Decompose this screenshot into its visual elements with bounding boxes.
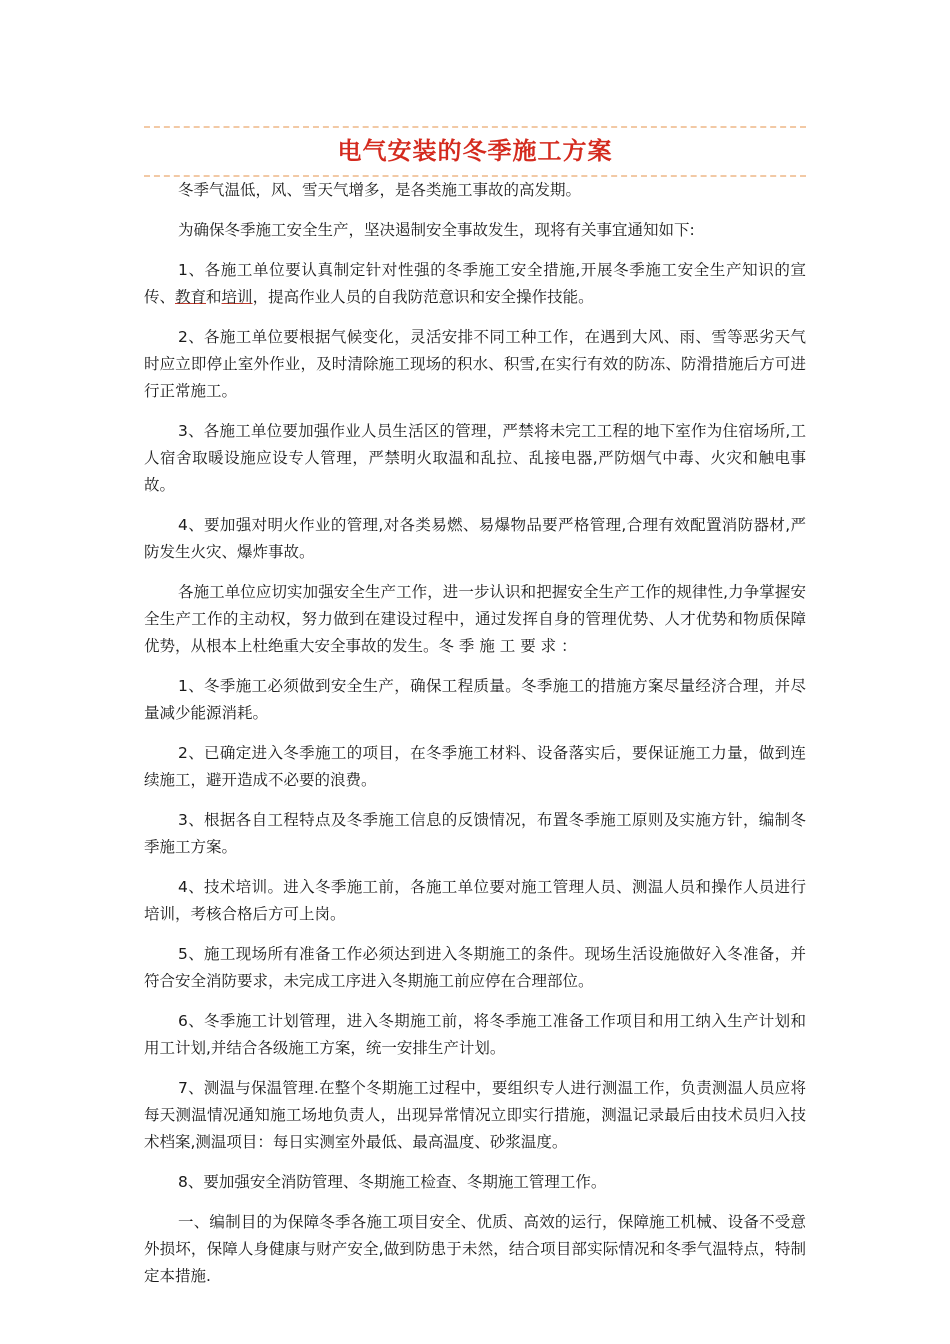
paragraph: 3、各施工单位要加强作业人员生活区的管理，严禁将未完工工程的地下室作为住宿场所,工人宿舍取暖设施应设专人管理，严禁明火取温和乱拉、乱接电器,严防烟气中毒、火灾和触电事故。 bbox=[144, 422, 806, 494]
paragraph: 6、冬季施工计划管理，进入冬期施工前，将冬季施工准备工作项目和用工纳入生产计划和用工计划,并结合各级施工方案，统一安排生产计划。 bbox=[144, 1012, 806, 1057]
document-title: 电气安装的冬季施工方案 bbox=[337, 137, 613, 165]
paragraph: 1、冬季施工必须做到安全生产，确保工程质量。冬季施工的措施方案尽量经济合理，并尽量减少能源消耗。 bbox=[144, 677, 806, 722]
paragraph: 一、编制目的为保障冬季各施工项目安全、优质、高效的运行，保障施工机械、设备不受意外损坏，保障人身健康与财产安全,做到防患于未然，结合项目部实际情况和冬季气温特点，特制定本措施. bbox=[144, 1213, 806, 1285]
paragraph: 3、根据各自工程特点及冬季施工信息的反馈情况，布置冬季施工原则及实施方针，编制冬季施工方案。 bbox=[144, 811, 806, 856]
paragraph: 7、测温与保温管理.在整个冬期施工过程中，要组织专人进行测温工作，负责测温人员应将每天测温情况通知施工场地负责人，出现异常情况立即实行措施，测温记录最后由技术员归入技术档案,测温项目：每日实测室外最低、最高温度、砂浆温度。 bbox=[144, 1079, 806, 1151]
paragraph: 8、要加强安全消防管理、冬期施工检查、冬期施工管理工作。 bbox=[178, 1173, 607, 1191]
paragraph: 各施工单位应切实加强安全生产工作，进一步认识和把握安全生产工作的规律性,力争掌握安全生产工作的主动权，努力做到在建设过程中，通过发挥自身的管理优势、人才优势和物质保障优势，从根本上杜绝重大安全事故的发生。冬 季 施 工 要 求 ： bbox=[144, 583, 806, 655]
paragraph-text: 和 bbox=[206, 288, 222, 306]
paragraph: 2、各施工单位要根据气候变化，灵活安排不同工种工作，在遇到大风、雨、雪等恶劣天气时应立即停止室外作业，及时清除施工现场的积水、积雪,在实行有效的防冻、防滑措施后方可进行正常施工。 bbox=[144, 328, 806, 400]
paragraph: 冬季气温低，风、雪天气增多，是各类施工事故的高发期。 bbox=[178, 181, 582, 199]
link-training[interactable]: 培训 bbox=[221, 288, 253, 306]
paragraph: 2、已确定进入冬季施工的项目，在冬季施工材料、设备落实后，要保证施工力量，做到连续施工，避开造成不必要的浪费。 bbox=[144, 744, 806, 789]
paragraph: 4、技术培训。进入冬季施工前，各施工单位要对施工管理人员、测温人员和操作人员进行培训，考核合格后方可上岗。 bbox=[144, 878, 806, 923]
document-body bbox=[144, 177, 806, 1303]
paragraph: 5、施工现场所有准备工作必须达到进入冬期施工的条件。现场生活设施做好入冬准备，并符合安全消防要求，未完成工序进入冬期施工前应停在合理部位。 bbox=[144, 945, 806, 990]
paragraph: 4、要加强对明火作业的管理,对各类易燃、易爆物品要严格管理,合理有效配置消防器材,严防发生火灾、爆炸事故。 bbox=[144, 516, 806, 561]
title-divider-top bbox=[144, 126, 806, 128]
paragraph-text: 1、各施工单位要认真制定针对性强的冬季施工安全措施,开展冬季施工安全生产知识的宣传、 bbox=[144, 261, 806, 306]
paragraph-with-links bbox=[144, 257, 806, 311]
link-education[interactable]: 教育 bbox=[175, 288, 207, 306]
paragraph: 为确保冬季施工安全生产，坚决遏制安全事故发生，现将有关事宜通知如下: bbox=[178, 221, 695, 239]
paragraph-text: ，提高作业人员的自我防范意识和安全操作技能。 bbox=[252, 288, 594, 306]
